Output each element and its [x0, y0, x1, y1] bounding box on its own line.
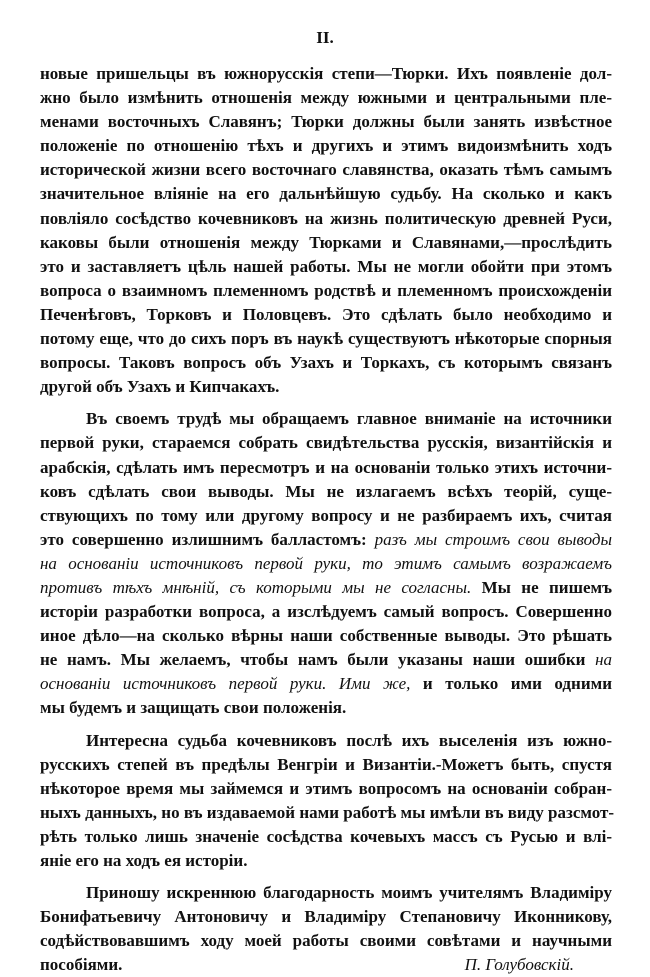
text-segment: вопроса о взаимномъ племенномъ родствѣ и племенномъ происхожденіи: [40, 280, 612, 300]
text-line: [40, 351, 612, 375]
text-segment: ковъ сдѣлать свои выводы. Мы не излагаемъ всѣхъ теорій, суще-: [40, 481, 612, 501]
text-segment: первой руки, стараемся собрать свидѣтельства русскія, византійскія и: [40, 433, 612, 453]
text-line: [40, 600, 612, 624]
text-segment: Въ своемъ трудѣ мы обращаемъ главное вниманіе на источники: [86, 409, 612, 429]
text-line: [40, 480, 612, 504]
text-line: [40, 504, 612, 528]
text-line: [40, 672, 612, 696]
text-segment: русскихъ степей въ предѣлы Венгріи и Византіи.-Можетъ быть, спустя: [40, 754, 612, 774]
text-line: [40, 648, 612, 672]
paragraph: [40, 407, 612, 720]
text-line: [40, 753, 612, 777]
text-segment: содѣйствовавшимъ ходу моей работы своими совѣтами и научными: [40, 931, 612, 951]
text-segment: и только ими одними: [410, 674, 612, 694]
paragraph: [40, 881, 612, 977]
text-line: [40, 624, 612, 648]
text-segment: исторіи разработки вопроса, а изслѣдуемъ самый вопросъ. Совершенно: [40, 602, 612, 622]
text-line: [40, 407, 612, 431]
text-line: [40, 158, 612, 182]
text-line: [40, 825, 612, 849]
text-line: [40, 375, 612, 399]
text-segment: новые пришельцы въ южнорусскія степи—Тюрки. Ихъ появленіе дол-: [40, 64, 612, 83]
text-segment: не намъ. Мы желаемъ, чтобы намъ были указаны наши ошибки: [40, 650, 596, 670]
text-line: [40, 777, 612, 801]
text-segment: Приношу искреннюю благодарность моимъ учителямъ Владиміру: [86, 883, 612, 903]
text-line: [40, 696, 612, 720]
text-segment: пособіями.: [40, 955, 123, 975]
paragraph: [40, 729, 615, 874]
text-line: [40, 110, 612, 134]
text-line: [40, 528, 612, 552]
text-segment: повліяло сосѣдство кочевниковъ на жизнь политическую древней Руси,: [40, 208, 612, 228]
text-segment: нѣкоторое время мы займемся и этимъ вопросомъ на основаніи собран-: [40, 778, 612, 798]
text-line: [40, 279, 612, 303]
author-signature: П. Голубовскій.: [464, 955, 574, 975]
text-line: [40, 134, 612, 158]
text-line: [40, 182, 612, 206]
text-line: [40, 552, 612, 576]
text-line: [40, 929, 612, 953]
text-line: [40, 431, 612, 455]
text-segment: потому еще, что до сихъ поръ въ наукѣ существуютъ нѣкоторые спорныя: [40, 329, 612, 349]
text-line: [40, 953, 612, 977]
text-segment: положеніе по отношенію тѣхъ и другихъ и этимъ видоизмѣнить ходъ: [40, 136, 612, 156]
text-line: [40, 327, 612, 351]
text-line: [40, 881, 612, 905]
italic-text: на основаніи источниковъ первой руки, то этимъ самымъ возражаемъ: [40, 553, 612, 573]
text-segment: исторической жизни всего восточнаго славянства, оказать тѣмъ самымъ: [40, 160, 612, 180]
text-line: [40, 86, 612, 110]
italic-text: основаніи источниковъ первой руки. Ими же,: [40, 674, 411, 694]
text-segment: яніе его на ходъ ея исторіи.: [40, 851, 248, 870]
text-line: [40, 207, 612, 231]
text-segment: Бонифатьевичу Антоновичу и Владиміру Степановичу Иконникову,: [40, 907, 612, 927]
italic-text: противъ тѣхъ мнѣній, съ которыми мы не согласны.: [40, 577, 472, 597]
text-segment: каковы были отношенія между Тюрками и Славянами,—прослѣдить: [40, 232, 612, 252]
text-segment: другой объ Узахъ и Кипчакахъ.: [40, 377, 280, 397]
text-segment: ствующихъ по тому или другому вопросу и не разбираемъ ихъ, считая: [40, 505, 612, 525]
page-number: II.: [316, 28, 334, 47]
text-segment: иное дѣло—на сколько вѣрны наши собственные выводы. Это рѣшать: [40, 626, 612, 646]
text-line: [40, 303, 612, 327]
text-line: [40, 456, 612, 480]
text-line: [40, 849, 612, 873]
paragraph: [40, 62, 612, 399]
text-segment: вопросы. Таковъ вопросъ объ Узахъ и Торкахъ, съ которымъ связанъ: [40, 353, 612, 373]
text-segment: Печенѣговъ, Торковъ и Половцевъ. Это сдѣлать было необходимо и: [40, 304, 612, 324]
body-text: [40, 62, 615, 977]
text-segment: это совершенно излишнимъ балластомъ:: [40, 529, 375, 549]
text-line: [40, 729, 612, 753]
text-line: [40, 576, 612, 600]
text-segment: менами восточныхъ Славянъ; Тюрки должны были занять извѣстное: [40, 112, 612, 132]
text-segment: арабскія, сдѣлать имъ пересмотръ и на основаніи только этихъ источни-: [40, 457, 612, 477]
text-segment: это и заставляетъ цѣль нашей работы. Мы не могли обойти при этомъ: [40, 256, 612, 276]
text-segment: значительное вліяніе на его дальнѣйшую судьбу. На сколько и какъ: [40, 184, 612, 204]
text-segment: Мы не пишемъ: [471, 577, 612, 597]
italic-text: разъ мы строимъ свои выводы: [374, 529, 612, 549]
text-segment: жно было измѣнить отношенія между южными и центральными пле-: [40, 88, 612, 108]
italic-text: на: [595, 650, 612, 670]
text-segment: Интересна судьба кочевниковъ послѣ ихъ выселенія изъ южно-: [86, 730, 612, 750]
text-line: [40, 231, 612, 255]
text-line: [40, 801, 615, 825]
text-segment: ныхъ данныхъ, но въ издаваемой нами работѣ мы имѣли въ виду разсмот-: [40, 802, 615, 822]
text-segment: мы будемъ и защищать свои положенія.: [40, 698, 347, 718]
text-line: [40, 905, 612, 929]
text-line: [40, 62, 612, 86]
text-line: [40, 255, 612, 279]
text-segment: рѣть только лишь значеніе сосѣдства кочевыхъ массъ съ Русью и влі-: [40, 826, 612, 846]
